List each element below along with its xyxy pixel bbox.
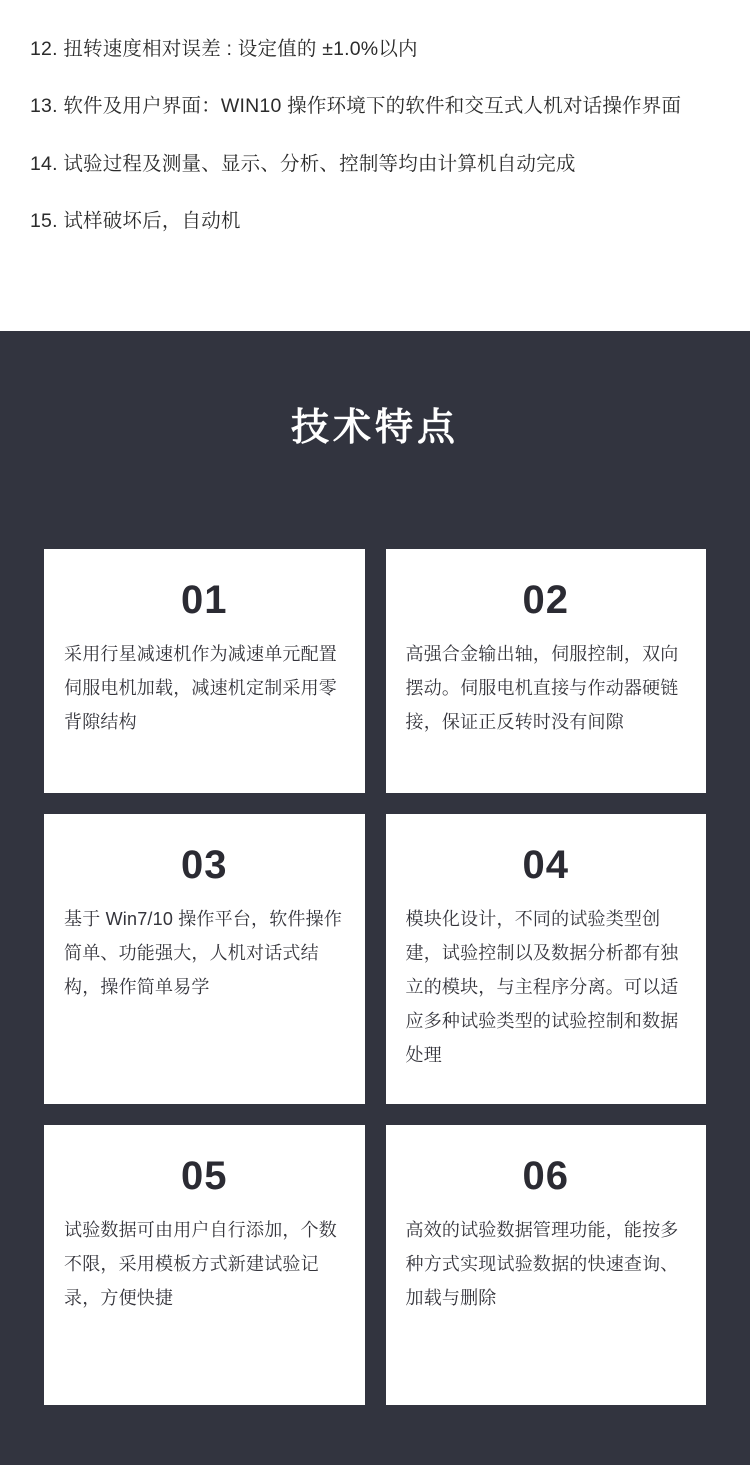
- feature-card-number: 04: [522, 842, 569, 887]
- spec-item: 12. 扭转速度相对误差 : 设定值的 ±1.0%以内: [30, 37, 418, 60]
- feature-card-text: 采用行星减速机作为减速单元配置伺服电机加载，减速机定制采用零背隙结构: [64, 643, 337, 732]
- feature-card-text: 试验数据可由用户自行添加，个数不限，采用模板方式新建试验记录，方便快捷: [64, 1219, 337, 1308]
- specification-list: [0, 0, 750, 300]
- feature-card-row: [0, 1125, 750, 1405]
- feature-card-number: 01: [181, 577, 228, 622]
- feature-card: [386, 549, 707, 793]
- technical-features-section: [0, 331, 750, 1465]
- feature-card: [386, 814, 707, 1104]
- feature-card: [386, 1125, 707, 1405]
- feature-card-row: [0, 814, 750, 1104]
- feature-card-text: 高效的试验数据管理功能，能按多种方式实现试验数据的快速查询、加载与删除: [405, 1219, 679, 1308]
- feature-card-number: 02: [522, 577, 569, 622]
- feature-card: [44, 1125, 365, 1405]
- feature-card-text: 基于 Win7/10 操作平台，软件操作简单、功能强大，人机对话式结构，操作简单易学: [64, 908, 343, 997]
- feature-card-text: 模块化设计，不同的试验类型创建，试验控制以及数据分析都有独立的模块，与主程序分离。可以适应多种试验类型的试验控制和数据处理: [405, 908, 679, 1065]
- feature-card: [44, 814, 365, 1104]
- feature-card-number: 03: [181, 842, 228, 887]
- feature-card: [44, 549, 365, 793]
- spec-item: 15. 试样破坏后，自动机: [30, 210, 241, 232]
- feature-card-text: 高强合金输出轴，伺服控制，双向摆动。伺服电机直接与作动器硬链接，保证正反转时没有间隙: [405, 643, 679, 732]
- section-title: 技术特点: [290, 407, 459, 450]
- feature-card-number: 05: [181, 1153, 228, 1198]
- spec-item: 13. 软件及用户界面：WIN10 操作环境下的软件和交互式人机对话操作界面: [30, 95, 682, 117]
- spec-item: 14. 试验过程及测量、显示、分析、控制等均由计算机自动完成: [30, 152, 576, 175]
- feature-card-row: [0, 549, 750, 793]
- feature-card-number: 06: [522, 1153, 569, 1198]
